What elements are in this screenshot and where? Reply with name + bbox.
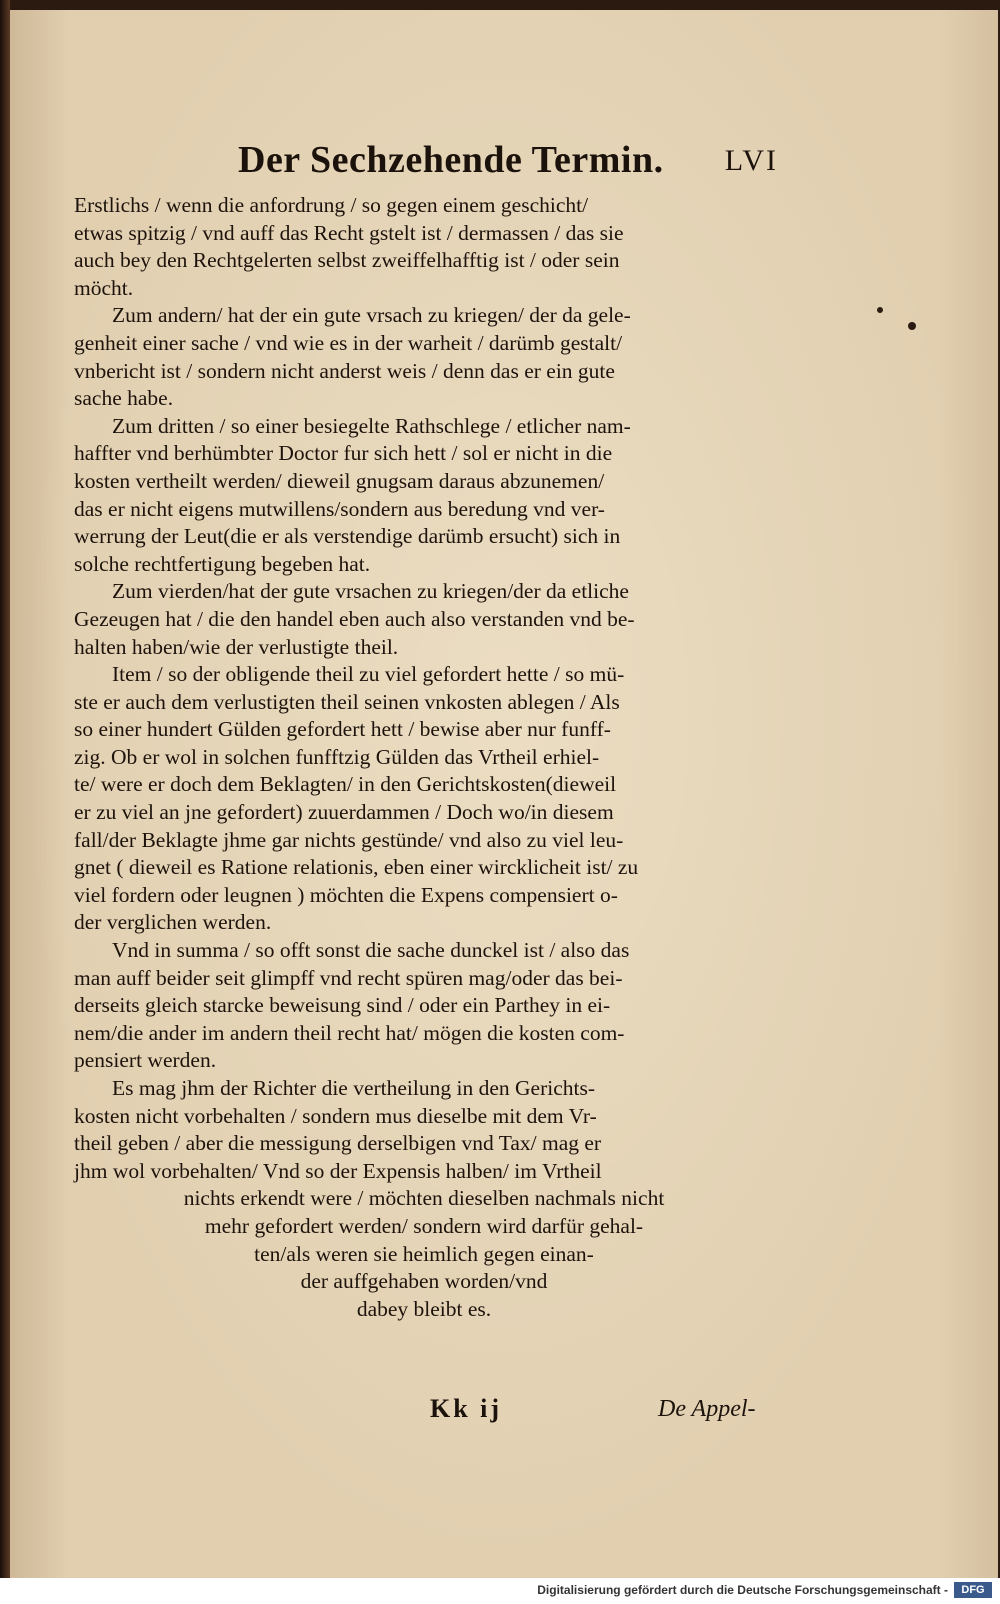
book-binding-edge: [0, 0, 10, 1604]
text-line: kosten vertheilt werden/ dieweil gnugsam daraus abzunemen/: [74, 468, 605, 493]
text-line: jhm wol vorbehalten/ Vnd so der Expensis halben/ im Vrtheil: [74, 1158, 602, 1183]
text-line: man auff beider seit glimpff vnd recht spüren mag/oder das bei-: [74, 965, 623, 990]
dfg-logo: DFG: [954, 1582, 992, 1598]
text-line: das er nicht eigens mutwillens/sondern aus beredung vnd ver-: [74, 496, 605, 521]
text-line: ten/als weren sie heimlich gegen einan-: [254, 1241, 594, 1266]
text-line: der auffgehaben worden/vnd: [300, 1269, 548, 1294]
signature-mark: Kk ij: [430, 1394, 503, 1423]
text-line: Zum dritten / so einer besiegelte Rathschlege / etlicher nam-: [112, 413, 631, 438]
text-line: nem/die ander im andern theil recht hat/ mögen die kosten com-: [74, 1020, 625, 1045]
text-line: genheit einer sache / vnd wie es in der warheit / darümb gestalt/: [74, 330, 623, 355]
text-line: ste er auch dem verlustigten theil seinen vnkosten ablegen / Als: [74, 689, 620, 714]
body-text: [74, 192, 774, 1323]
text-line: er zu viel an jne gefordert) zuuerdammen / Doch wo/in diesem: [74, 800, 614, 825]
text-line: haffter vnd berhümbter Doctor fur sich hett / sol er nicht in die: [74, 441, 613, 466]
text-line: sache habe.: [74, 386, 174, 411]
text-line: nichts erkendt were / möchten dieselben nachmals nicht: [183, 1186, 665, 1211]
credit-bar: [0, 1578, 1000, 1604]
text-line: mehr gefordert werden/ sondern wird darfür gehal-: [204, 1213, 644, 1238]
text-line: etwas spitzig / vnd auff das Recht gstelt ist / dermassen / das sie: [74, 220, 624, 245]
text-line: so einer hundert Gülden gefordert hett / bewise aber nur funff-: [74, 717, 611, 742]
text-line: Zum andern/ hat der ein gute vrsach zu kriegen/ der da gele-: [112, 303, 631, 328]
text-line: fall/der Beklagte jhme gar nichts gestünde/ vnd also zu viel leu-: [74, 827, 624, 852]
text-line: möcht.: [74, 275, 134, 300]
text-line: der verglichen werden.: [74, 910, 272, 935]
catchword: De Appel-: [658, 1396, 756, 1422]
text-line: derseits gleich starcke beweisung sind / oder ein Parthey in ei-: [74, 993, 611, 1018]
credit-text: Digitalisierung gefördert durch die Deutsche Forschungsgemeinschaft -: [537, 1583, 948, 1597]
text-line: Es mag jhm der Richter die vertheilung in den Gerichts-: [112, 1076, 596, 1100]
text-line: te/ were er doch dem Beklagten/ in den Gerichtskosten(dieweil: [74, 772, 617, 797]
text-line: halten haben/wie der verlustigte theil.: [74, 634, 399, 659]
text-line: Erstlichs / wenn die anfordrung / so gegen einem geschicht/: [74, 193, 589, 217]
text-line: gnet ( dieweil es Ratione relationis, eben einer wircklicheit ist/ zu: [74, 855, 639, 880]
text-line: auch bey den Rechtgelerten selbst zweiffelhafftig ist / oder sein: [74, 248, 620, 273]
text-line: werrung der Leut(die er als verstendige darümb ersucht) sich in: [74, 524, 621, 549]
text-line: Zum vierden/hat der gute vrsachen zu kriegen/der da etliche: [112, 579, 629, 604]
text-line: theil geben / aber die messigung derselbigen vnd Tax/ mag er: [74, 1131, 602, 1156]
book-page: [10, 10, 998, 1578]
text-line: vnbericht ist / sondern nicht anderst weis / denn das er ein gute: [74, 358, 615, 383]
text-line: solche rechtfertigung begeben hat.: [74, 551, 371, 576]
folio-number: LVI: [724, 144, 778, 177]
text-line: Item / so der obligende theil zu viel gefordert hette / so mü-: [112, 662, 625, 687]
running-title: Der Sechzehende Termin.: [238, 139, 664, 181]
text-line: dabey bleibt es.: [356, 1296, 492, 1321]
text-line: viel fordern oder leugnen ) möchten die Expens compensiert o-: [74, 882, 618, 907]
text-line: zig. Ob er wol in solchen funfftzig Gülden das Vrtheil erhiel-: [74, 744, 600, 769]
text-line: pensiert werden.: [74, 1048, 217, 1073]
page-header: [238, 138, 778, 188]
text-line: kosten nicht vorbehalten / sondern mus dieselbe mit dem Vr-: [74, 1103, 597, 1128]
text-line: Gezeugen hat / die den handel eben auch also verstanden vnd be-: [74, 606, 635, 631]
text-line: Vnd in summa / so offt sonst die sache dunckel ist / also das: [112, 938, 630, 963]
